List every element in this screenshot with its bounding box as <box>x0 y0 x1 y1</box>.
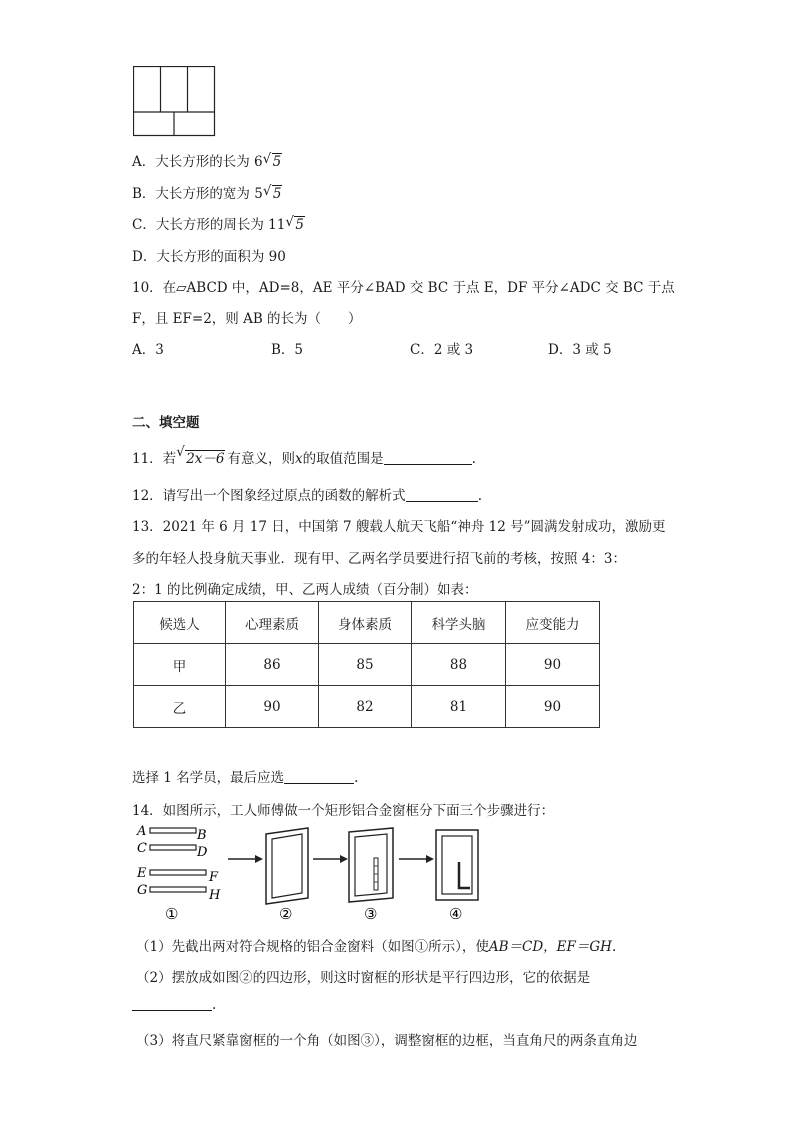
q14-stem-line1: 14．如图所示，工人师傅做一个矩形铝合金窗框分下面三个步骤进行： <box>132 803 555 819</box>
q10-option-b: B．5 <box>271 342 304 358</box>
label-e: E <box>137 866 147 881</box>
label-h: H <box>209 888 221 903</box>
label-f: F <box>209 870 219 885</box>
q10-option-d: D．3 或 5 <box>548 342 612 358</box>
q10-option-a: A．3 <box>132 342 164 358</box>
table-cell: 82 <box>319 686 412 728</box>
section-heading-fill-in: 二、填空题 <box>132 415 200 431</box>
table-cell: 甲 <box>134 644 226 686</box>
q9-rectangle-figure <box>133 66 217 138</box>
table-header-cell: 科学头脑 <box>412 602 506 644</box>
q13-score-table <box>133 601 600 728</box>
q10-stem-line1: 10．在▱ABCD 中，AD=8，AE 平分∠BAD 交 BC 于点 E，DF 平分∠ADC 交 BC 于点 <box>132 280 675 296</box>
table-cell: 81 <box>412 686 506 728</box>
label-a: A <box>137 824 147 839</box>
q9-option-c: C．大长方形的周长为 11 √ 5 <box>132 214 304 233</box>
table-cell: 85 <box>319 644 412 686</box>
table-header-row <box>134 602 600 644</box>
q13-stem-line2: 多的年轻人投身航天事业．现有甲、乙两名学员要进行招飞前的考核，按照 4：3： <box>132 551 626 567</box>
q14-step1: （1）先截出两对符合规格的铝合金窗料（如图①所示），使AB＝CD，EF＝GH. <box>136 939 617 955</box>
table-cell: 90 <box>506 644 600 686</box>
table-row <box>134 644 600 686</box>
step-1-label: ① <box>165 905 179 923</box>
label-d: D <box>197 845 208 860</box>
q9-option-d: D．大长方形的面积为 90 <box>132 249 286 265</box>
table-header-cell: 候选人 <box>134 602 226 644</box>
table-header-cell: 心理素质 <box>226 602 319 644</box>
q14-answer-blank[interactable] <box>132 996 212 1011</box>
q14-window-frame-figure <box>133 822 503 924</box>
table-row <box>134 686 600 728</box>
table-cell: 86 <box>226 644 319 686</box>
table-header-cell: 身体素质 <box>319 602 412 644</box>
step-3-label: ③ <box>364 905 378 923</box>
q10-stem-line2: F，且 EF=2，则 AB 的长为（ ） <box>132 311 362 327</box>
label-b: B <box>197 828 207 843</box>
label-g: G <box>137 883 148 898</box>
q14-step3: （3）将直尺紧靠窗框的一个角（如图③），调整窗框的边框，当直角尺的两条直角边 <box>136 1033 638 1049</box>
q9-option-a: A．大长方形的长为 6 √ 5 <box>132 151 282 170</box>
q13-answer-blank[interactable] <box>284 769 354 784</box>
q14-step2: （2）摆放成如图②的四边形，则这时窗框的形状是平行四边形，它的依据是 <box>136 970 591 986</box>
step-4-label: ④ <box>449 905 463 923</box>
q13-stem-line1: 13．2021 年 6 月 17 日，中国第 7 艘载人航天飞船“神舟 12 号”圆满发射成功，激励更 <box>132 519 666 535</box>
table-header-cell: 应变能力 <box>506 602 600 644</box>
step-2-label: ② <box>279 905 293 923</box>
q12-line: 12．请写出一个图象经过原点的函数的解析式 . <box>132 488 482 504</box>
q13-stem-line3: 2：1 的比例确定成绩，甲、乙两人成绩（百分制）如表： <box>132 582 478 598</box>
q10-option-c: C．2 或 3 <box>410 342 474 358</box>
q14-step2-answer-line: . <box>132 996 216 1013</box>
table-cell: 乙 <box>134 686 226 728</box>
q11-answer-blank[interactable] <box>384 450 472 465</box>
q9-option-b: B．大长方形的宽为 5 √ 5 <box>132 183 282 202</box>
table-cell: 88 <box>412 644 506 686</box>
q13-answer-line: 选择 1 名学员，最后应选 . <box>132 770 359 786</box>
table-cell: 90 <box>226 686 319 728</box>
table-cell: 90 <box>506 686 600 728</box>
q11-line: 11．若 √ 2x－6 有意义，则x的取值范围是 . <box>132 444 476 467</box>
q12-answer-blank[interactable] <box>406 487 478 502</box>
label-c: C <box>137 841 147 856</box>
